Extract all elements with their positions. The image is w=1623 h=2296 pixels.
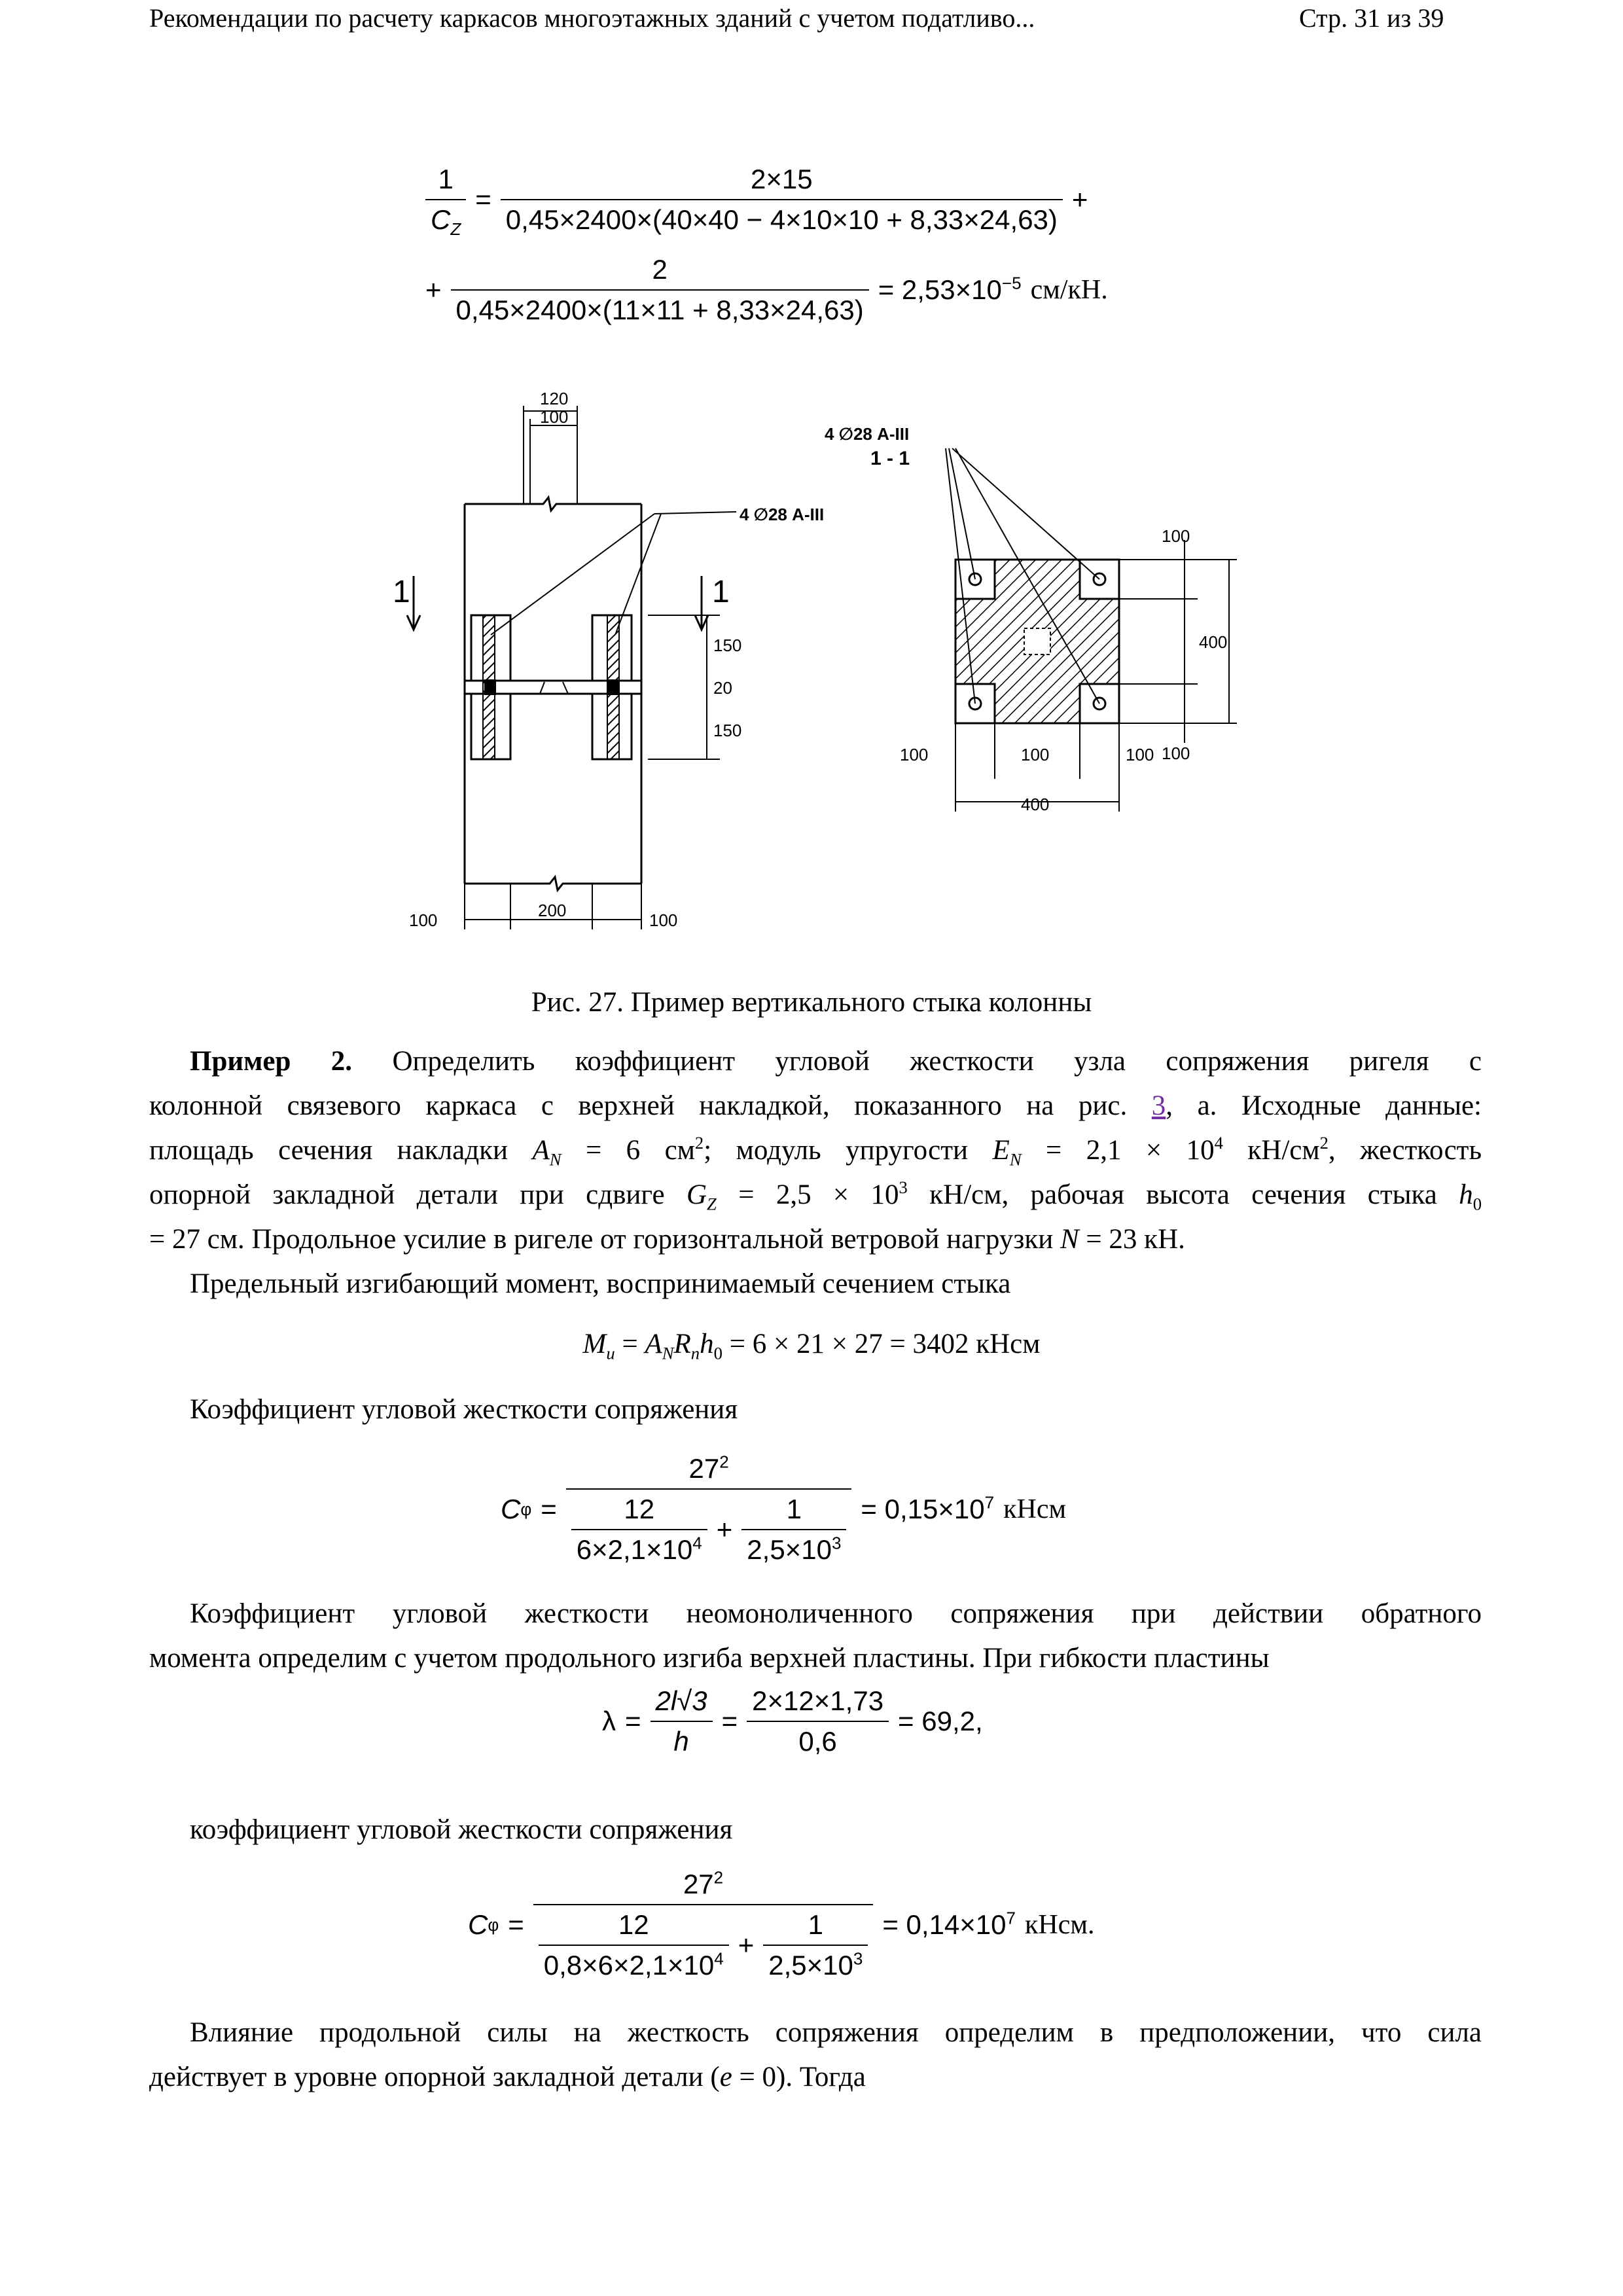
dim-right-total: 400	[1199, 632, 1228, 652]
c-phi-1-fraction: $27^2$ $\frac{12}{6\times 2,1\times 10^4}$ + $\frac{1}{2,5\times 10^3}$	[566, 1453, 852, 1566]
elevation-view	[393, 389, 824, 930]
rebar-label-right: 4 ∅28 А-III	[825, 424, 910, 444]
dim-150-bottom: 150	[713, 721, 742, 740]
figure-column-joint	[366, 373, 1283, 949]
dim-right-top: 100	[1162, 526, 1190, 546]
example-2-line-3: площадь сечения накладки $A_N = 6$ $см^2$; модуль упругости $E_N = 2,1 \times 10^4$ $кН/см^2$, жесткость	[149, 1133, 1482, 1170]
dim-right-bottom: 100	[1162, 744, 1190, 763]
text-stiffness-1: Коэффициент угловой жесткости сопряжения	[190, 1394, 738, 1425]
rebar-label-left: 4 ∅28 А-III	[740, 505, 825, 524]
c-phi-2-fraction: $27^2$ $\frac{12}{0,8\times 6\times 2,1\times 10^4}$ + $\frac{1}{2,5\times 10^3}$	[533, 1869, 874, 1981]
running-header-title: Рекомендации по расчету каркасов многоэтажных зданий с учетом податливо...	[149, 3, 1035, 33]
section-title: 1 - 1	[870, 448, 910, 469]
formula-compliance: $\frac{1}{C_Z}$ = $\frac{2\times 15}{0,45\times 2400\times(40\times 40 - 4\times 10\times 10 + 8,33\times 24,63)}$ + + $\frac{2}{0,45\times 2400\times(11\times 11 + 8,33\times 24,63)}$ = $2,53\times 10^{-5}$ см/кН.	[425, 164, 1108, 325]
text-stiffness-3: коэффициент угловой жесткости сопряжения	[190, 1814, 733, 1845]
page-counter: Стр. 31 из 39	[1299, 3, 1444, 33]
dim-top-inner: 100	[540, 407, 569, 427]
formula-c-phi-1: C φ = $27^2$ $\frac{12}{6\times 2,1\times 10^4}$ + $\frac{1}{2,5\times 10^3}$ = $0,15\times 10^7$ кНсм	[501, 1452, 1067, 1565]
dim-20: 20	[713, 678, 732, 698]
dim-top-outer: 120	[540, 389, 569, 408]
example-2-line-2: колонной связевого каркаса с верхней накладкой, показанного на рис. 3, а. Исходные данные:	[149, 1090, 1482, 1121]
example-2-line-5: = 27 см. Продольное усилие в ригеле от горизонтальной ветровой нагрузки N = 23 кН.	[149, 1224, 1185, 1255]
section-mark-left: 1	[393, 575, 410, 609]
example-2-line-6: Предельный изгибающий момент, воспринимаемый сечением стыка	[190, 1268, 1011, 1299]
dim-bottom-mid: 200	[538, 901, 567, 920]
text-stiffness-2: Коэффициент угловой жесткости неомоноличенного сопряжения при действии обратного момента определим с учетом продольного изгиба верхней пластины. При гибкости пластины	[149, 1598, 1482, 1674]
c-phi-2-result: = $0,14\times 10^7$	[882, 1908, 1016, 1940]
formula-term-2: $\frac{2}{0,45\times 2400\times(11\times 11 + 8,33\times 24,63)}$	[451, 254, 869, 326]
dim-bottom-left-section: 100	[900, 745, 929, 764]
figure-caption: Рис. 27. Пример вертикального стыка колонны	[531, 987, 1092, 1018]
section-mark-right: 1	[712, 575, 730, 609]
example-2-line-1: Пример 2. Определить коэффициент угловой жесткости узла сопряжения ригеля с	[190, 1046, 1482, 1077]
example-2-paragraph	[149, 1039, 1482, 1306]
formula-result: = $2,53\times 10^{-5}$	[878, 273, 1022, 305]
dim-150-top: 150	[713, 636, 742, 655]
formula-lhs-fraction: $\frac{1}{C_Z}$	[425, 164, 466, 236]
example-2-line-4: опорной закладной детали при сдвиге $G_Z = 2,5 \times 10^3$ кН/см, рабочая высота сечения стыка $h_0$	[149, 1177, 1482, 1214]
formula-slenderness: λ = $\frac{2l√3}{h}$ = $\frac{2\times 12\times 1,73}{0,6}$ = 69,2,	[602, 1685, 983, 1757]
dim-bottom-right-section: 100	[1126, 745, 1154, 764]
formula-term-1: $\frac{2\times 15}{0,45\times 2400\times(40\times 40 - 4\times 10\times 10 + 8,33\times 24,63)}$	[501, 164, 1063, 236]
text-final: Влияние продольной силы на жесткость сопряжения определим в предположении, что сила действует в уровне опорной закладной детали (e = 0). Тогда	[149, 2017, 1482, 2092]
dim-bottom-mid-section: 100	[1021, 745, 1050, 764]
formula-c-phi-2: C φ = $27^2$ $\frac{12}{0,8\times 6\times 2,1\times 10^4}$ + $\frac{1}{2,5\times 10^3}$ = $0,14\times 10^7$ кНсм.	[468, 1867, 1095, 1981]
formula-moment: $M_u = A_NR_nh_0 = 6 \times 21 \times 27 = 3402$ кНсм	[582, 1329, 1041, 1363]
figure-3-link[interactable]: 3	[1151, 1090, 1166, 1121]
dim-bottom-left: 100	[409, 910, 438, 930]
c-phi-1-result: = $0,15\times 10^7$	[861, 1492, 995, 1524]
dim-bottom-right: 100	[649, 910, 678, 930]
section-view	[825, 424, 1237, 814]
dim-bottom-total-section: 400	[1021, 795, 1050, 814]
